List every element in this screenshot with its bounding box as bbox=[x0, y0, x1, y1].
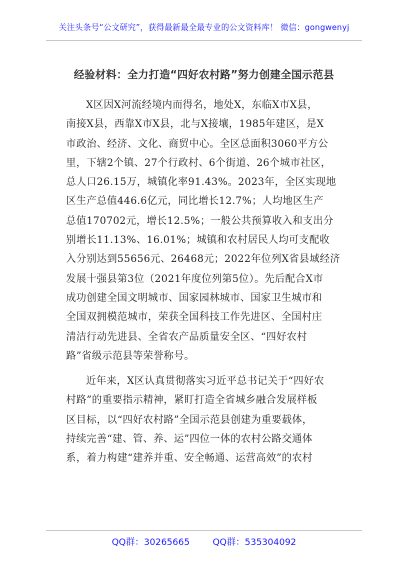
paragraph-line: 持续完善“建、管、养、运”四位一体的农村公路交通体 bbox=[66, 433, 313, 445]
paragraph-line: 成功创建全国文明城市、国家园林城市、国家卫生城市和 bbox=[66, 292, 323, 304]
paragraph-line: 清洁行动先进县、全省农产品质量安全区、“四好农村 bbox=[66, 331, 308, 343]
paragraph-line: 别增长11.13%、16.01%；城镇和农村居民人均可支配收 bbox=[66, 235, 330, 247]
document-title: 经验材料：全力打造“四好农村路”努力创建全国示范县 bbox=[73, 69, 335, 81]
paragraph-line: 南接X县，西靠X市X县，北与X接壤，1985年建区，是X bbox=[66, 119, 325, 131]
paragraph-line: 里，下辖2个镇、27个行政村、6个街道、26个城市社区， bbox=[66, 157, 332, 169]
paragraph-2 bbox=[66, 372, 342, 468]
footer-qq-group-1: QQ群：30265665 bbox=[111, 538, 190, 548]
paragraph-line: 区目标，以“四好农村路”全国示范县创建为重要载体， bbox=[66, 414, 313, 426]
paragraph-1 bbox=[66, 96, 342, 366]
paragraph-line: 总值170702元，增长12.5%；一般公共预算收入和支出分 bbox=[66, 215, 334, 227]
paragraph-line: 近年来，X区认真贯彻落实习近平总书记关于“四好农 bbox=[86, 376, 325, 387]
paragraph-line: 入分别达到55656元、26468元；2022年位列X省县域经济 bbox=[66, 254, 341, 266]
paragraph-line: 全国双拥模范城市，荣获全国科技工作先进区、全国村庄 bbox=[66, 312, 323, 324]
paragraph-line: 发展十强县第3位（2021年度位列第5位）。先后配合X市 bbox=[66, 273, 324, 285]
paragraph-line: 区生产总值446.6亿元，同比增长12.7%；人均地区生产 bbox=[66, 196, 324, 208]
header-promo-text: 关注头条号“公文研究”，获得最新最全最专业的公文资料库！ 微信：gongwenyj bbox=[58, 23, 350, 32]
footer-divider bbox=[46, 530, 362, 531]
footer-qq-groups bbox=[0, 535, 408, 548]
paragraph-line: 总人口26.15万，城镇化率91.43%。2023年，全区实现地 bbox=[66, 177, 337, 189]
paragraph-line: 市政治、经济、文化、商贸中心。全区总面积3060平方公 bbox=[66, 138, 329, 150]
paragraph-line: 村路”的重要指示精神，紧盯打造全省城乡融合发展样板 bbox=[66, 395, 318, 407]
footer-qq-group-2: QQ群：535304092 bbox=[212, 538, 297, 548]
header-divider bbox=[46, 40, 362, 41]
paragraph-line: 系，着力构建“建养并重、安全畅通、运营高效”的农村 bbox=[66, 453, 313, 465]
paragraph-line: X区因X河流经境内而得名，地处X，东临X市X县， bbox=[86, 100, 318, 111]
paragraph-line: 路”省级示范县等荣誉称号。 bbox=[66, 350, 195, 362]
